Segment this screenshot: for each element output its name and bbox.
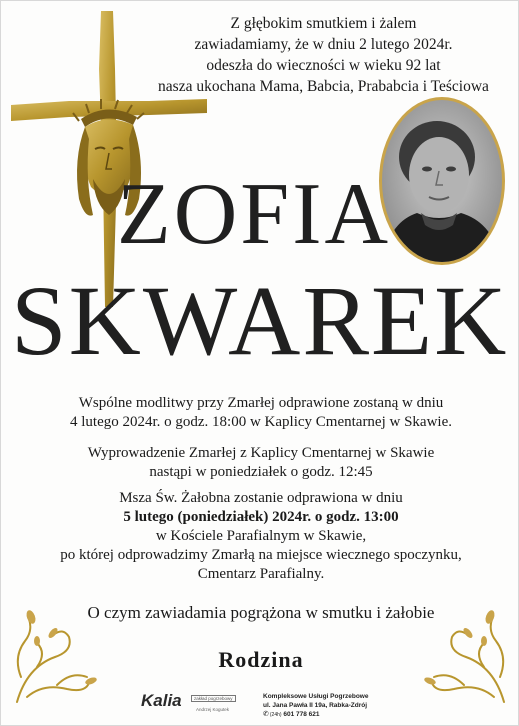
- mass-line: w Kościele Parafialnym w Skawie,: [155, 528, 367, 544]
- funeral-home-contact: [263, 692, 423, 720]
- mass-line: Cmentarz Parafialny.: [197, 566, 325, 582]
- logo-tagline: zakład pogrzebowy: [191, 695, 236, 702]
- procession-line: nastąpi w poniedziałek o godz. 12:45: [149, 464, 373, 480]
- logo-owner: Andrzej Kogutek: [196, 707, 230, 712]
- phone-prefix: (24h): [269, 712, 282, 718]
- procession-line: Wyprowadzenie Zmarłej z Kaplicy Cmentarnej w Skawie: [87, 445, 435, 461]
- floral-ornament-icon: [7, 597, 107, 707]
- procession-info: [41, 444, 481, 482]
- closing-text: O czym zawiadamia pogrążona w smutku i żałobie: [87, 603, 435, 622]
- funeral-home-logo: [141, 691, 251, 721]
- intro-line: Z głębokim smutkiem i żalem: [230, 15, 417, 32]
- phone-icon: ✆: [263, 711, 269, 718]
- company-address: ul. Jana Pawła II 19a, Rabka-Zdrój: [263, 702, 368, 709]
- prayers-line: Wspólne modlitwy przy Zmarłej odprawione zostaną w dniu: [78, 395, 444, 411]
- mass-date: 5 lutego (poniedziałek) 2024r. o godz. 13:00: [123, 509, 399, 525]
- mass-line: Msza Św. Żałobna zostanie odprawiona w dniu: [119, 490, 403, 506]
- company-name: Kompleksowe Usługi Pogrzebowe: [263, 693, 369, 700]
- first-name: ZOFIA: [117, 166, 392, 263]
- intro-line: zawiadamiamy, że w dniu 2 lutego 2024r.: [194, 36, 453, 53]
- intro-line: nasza ukochana Mama, Babcia, Prababcia i Teściowa: [158, 78, 489, 95]
- family-signature: Rodzina: [218, 647, 304, 672]
- last-name: SKWAREK: [11, 265, 509, 376]
- floral-ornament-icon: [414, 597, 514, 707]
- intro-line: odeszła do wieczności w wieku 92 lat: [206, 57, 441, 74]
- phone-number: 601 778 621: [283, 711, 320, 718]
- logo-text: Kalia: [141, 691, 182, 710]
- prayers-line: 4 lutego 2024r. o godz. 18:00 w Kaplicy Cmentarnej w Skawie.: [69, 414, 453, 430]
- intro-text: [131, 13, 516, 97]
- mass-line: po której odprowadzimy Zmarłą na miejsce wiecznego spoczynku,: [60, 547, 462, 563]
- company-phone-row: [263, 710, 423, 720]
- mass-info: [41, 489, 481, 584]
- prayers-info: [41, 394, 481, 432]
